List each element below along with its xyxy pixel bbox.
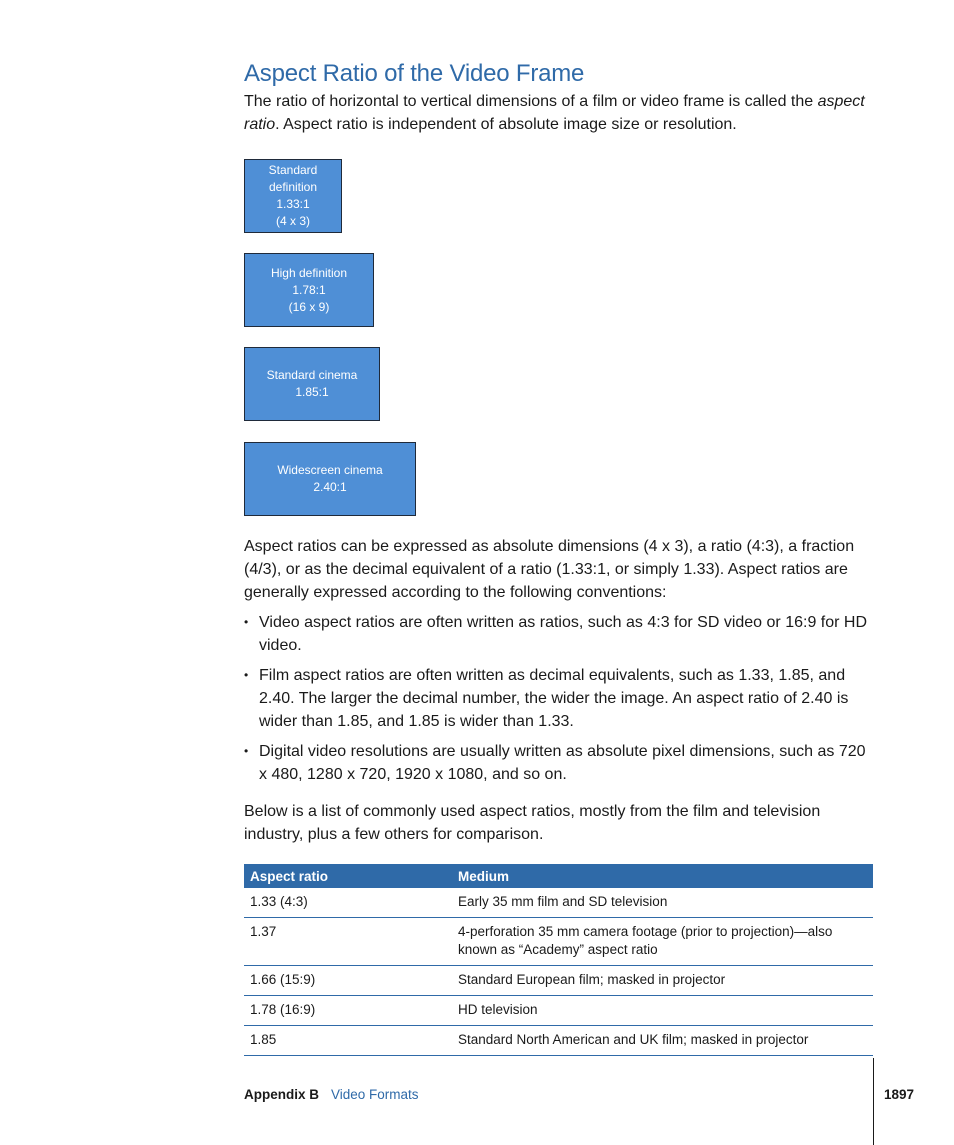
table-row (244, 966, 873, 996)
bullet-glyph: • (244, 744, 249, 758)
column-header-medium: Medium (452, 864, 873, 888)
table-header-row (244, 864, 873, 888)
table-cell: 1.78 (16:9) (244, 996, 452, 1026)
box-label-line: definition (268, 180, 318, 194)
page-number: 1897 (884, 1087, 915, 1102)
table-cell: HD television (452, 996, 873, 1026)
table-row (244, 888, 873, 918)
table-row (244, 1026, 873, 1056)
box-label-line: Standard (268, 163, 318, 177)
list-item-text: Digital video resolutions are usually written as absolute pixel dimensions, such as 720 x 480, 1280 x 720, 1920 x 1080, and so on. (259, 743, 866, 783)
table-cell: 1.66 (15:9) (244, 966, 452, 996)
footer-appendix-label: Appendix B (244, 1087, 320, 1102)
intro-text-start: The ratio of horizontal to vertical dimensions of a film or video frame is called the (244, 93, 818, 110)
box-label-line: 1.85:1 (295, 385, 329, 399)
table-cell: 4-perforation 35 mm camera footage (prior to projection)—also known as “Academy” aspect ratio (452, 918, 873, 966)
box-label-line: 2.40:1 (313, 480, 347, 494)
box-label-line: (4 x 3) (275, 214, 310, 228)
box-label-line: Widescreen cinema (277, 463, 383, 477)
table-cell: 1.33 (4:3) (244, 888, 452, 918)
list-item-text: Video aspect ratios are often written as ratios, such as 4:3 for SD video or 16:9 for HD video. (259, 614, 868, 654)
footer-chapter-link[interactable]: Video Formats (331, 1087, 419, 1102)
bullet-glyph: • (244, 668, 249, 682)
intro-text-end: . Aspect ratio is independent of absolute image size or resolution. (275, 116, 737, 133)
table-row (244, 996, 873, 1026)
list-item-text: Film aspect ratios are often written as decimal equivalents, such as 1.33, 1.85, and 2.40. The larger the decimal number, the wider the image. An aspect ratio of 2.40 is wider than 1.85, and 1.85 is wider than 1.33. (259, 667, 849, 730)
table-cell: 1.37 (244, 918, 452, 966)
intro-paragraph (244, 90, 874, 136)
box-label-line: Standard cinema (266, 368, 358, 382)
below-paragraph: Below is a list of commonly used aspect ratios, mostly from the film and television industry, plus a few others for comparison. (244, 803, 821, 843)
table-row (244, 918, 873, 966)
box-widescreen-cinema (244, 442, 416, 516)
table-cell: Standard European film; masked in projector (452, 966, 873, 996)
table-cell: Standard North American and UK film; masked in projector (452, 1026, 873, 1056)
box-label-line: 1.78:1 (292, 282, 326, 297)
footer-divider (873, 1058, 874, 1145)
list-item (244, 611, 874, 657)
box-high-definition (244, 253, 374, 327)
expressions-paragraph: Aspect ratios can be expressed as absolute dimensions (4 x 3), a ratio (4:3), a fraction (4/3), or as the decimal equivalent of a ratio (1.33:1, or simply 1.33). Aspect ratios are generally expressed according to the following conventions: (244, 538, 855, 601)
aspect-ratio-table (244, 864, 873, 1056)
column-header-aspect-ratio: Aspect ratio (244, 864, 452, 888)
table-cell: Early 35 mm film and SD television (452, 888, 873, 918)
table-cell: 1.85 (244, 1026, 452, 1056)
box-standard-cinema (244, 347, 380, 421)
list-item (244, 740, 874, 786)
section-heading: Aspect Ratio of the Video Frame (244, 60, 585, 87)
box-label-line: 1.33:1 (276, 197, 310, 211)
box-standard-definition (244, 159, 342, 233)
conventions-list (244, 611, 874, 793)
box-label-line: (16 x 9) (288, 299, 330, 314)
box-label-line: High definition (270, 265, 348, 280)
bullet-glyph: • (244, 615, 249, 629)
intro-term: aspect ratio (244, 93, 865, 133)
list-item (244, 664, 874, 733)
